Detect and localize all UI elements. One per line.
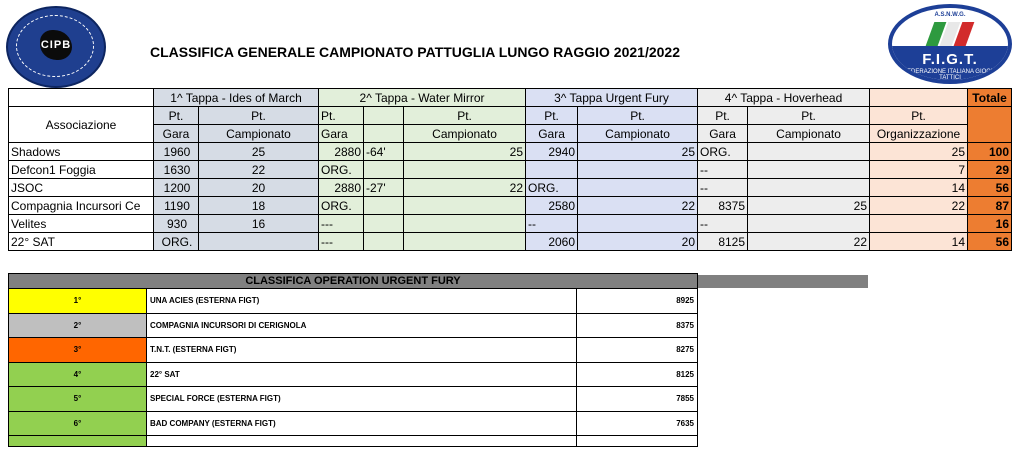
stage1-gara: 1190	[154, 197, 199, 215]
stage2-gara: ---	[319, 233, 364, 251]
stage2-time: -27'	[364, 179, 404, 197]
stage3-gara: ORG.	[526, 179, 578, 197]
campionato-label: Campionato	[578, 125, 698, 143]
stage3-campionato	[578, 161, 698, 179]
stage2-campionato	[404, 161, 526, 179]
stage1-gara: 1630	[154, 161, 199, 179]
association-name: JSOC	[9, 179, 154, 197]
stage4-campionato	[748, 179, 870, 197]
stage4-campionato	[748, 215, 870, 233]
stage1-campionato: 18	[199, 197, 319, 215]
stage-header-4: 4^ Tappa - Hoverhead	[698, 89, 870, 107]
ranking-row	[9, 362, 698, 387]
stage2-campionato	[404, 197, 526, 215]
stage4-campionato: 22	[748, 233, 870, 251]
stage2-campionato: 25	[404, 143, 526, 161]
operation-ranking-table	[8, 273, 698, 447]
ranking-row	[9, 338, 698, 363]
figt-logo	[888, 4, 1012, 84]
page-title: CLASSIFICA GENERALE CAMPIONATO PATTUGLIA LUNGO RAGGIO 2021/2022	[150, 44, 680, 60]
campionato-label: Campionato	[748, 125, 870, 143]
corner-cell	[9, 89, 154, 107]
stage4-gara: --	[698, 215, 748, 233]
stage1-gara: 930	[154, 215, 199, 233]
time-header-blank	[364, 107, 404, 125]
pt-label: Pt.	[154, 107, 199, 125]
stage3-campionato: 25	[578, 143, 698, 161]
stage3-campionato: 22	[578, 197, 698, 215]
ranking-score: 8925	[577, 289, 698, 314]
stage2-time	[364, 233, 404, 251]
stage2-campionato: 22	[404, 179, 526, 197]
standings-row	[9, 197, 1012, 215]
stage2-gara: ORG.	[319, 161, 364, 179]
stage2-gara: ORG.	[319, 197, 364, 215]
ranking-score: 8275	[577, 338, 698, 363]
standings-row	[9, 143, 1012, 161]
ranking-row	[9, 411, 698, 436]
sub-header-row-2	[9, 125, 1012, 143]
pt-label: Pt.	[199, 107, 319, 125]
stage4-gara: ORG.	[698, 143, 748, 161]
pt-label: Pt.	[870, 107, 968, 125]
organizzazione-points: 14	[870, 233, 968, 251]
ranking-score: 8375	[577, 313, 698, 338]
stage3-campionato	[578, 215, 698, 233]
association-name: Velites	[9, 215, 154, 233]
ranking-empty-cell	[9, 436, 147, 447]
figt-logo-sub: FEDERAZIONE ITALIANA GIOCHI TATTICI	[903, 69, 997, 81]
standings-row	[9, 215, 1012, 233]
standings-row	[9, 233, 1012, 251]
stage2-campionato	[404, 233, 526, 251]
standings-row	[9, 179, 1012, 197]
standings-row	[9, 161, 1012, 179]
ranking-empty-row	[9, 436, 698, 447]
stage1-campionato: 22	[199, 161, 319, 179]
stage-header-row	[9, 89, 1012, 107]
ranking-empty-cell	[147, 436, 577, 447]
pt-label: Pt.	[698, 107, 748, 125]
stage4-gara: --	[698, 161, 748, 179]
figt-logo-top: A.S.N.W.G.	[934, 12, 966, 18]
stage3-gara	[526, 161, 578, 179]
ranking-team: T.N.T. (ESTERNA FIGT)	[147, 338, 577, 363]
ranking-team: SPECIAL FORCE (ESTERNA FIGT)	[147, 387, 577, 412]
stage-header-1: 1^ Tappa - Ides of March	[154, 89, 319, 107]
stage1-gara: ORG.	[154, 233, 199, 251]
header-extension-bar	[696, 275, 868, 288]
ranking-place: 3°	[9, 338, 147, 363]
stage2-gara: ---	[319, 215, 364, 233]
stage2-time	[364, 215, 404, 233]
ranking-place: 2°	[9, 313, 147, 338]
ranking-score: 7855	[577, 387, 698, 412]
stage3-gara: 2940	[526, 143, 578, 161]
ranking-team: UNA ACIES (ESTERNA FIGT)	[147, 289, 577, 314]
organizzazione-points: 22	[870, 197, 968, 215]
ranking-row	[9, 313, 698, 338]
campionato-label: Campionato	[199, 125, 319, 143]
ranking-team: BAD COMPANY (ESTERNA FIGT)	[147, 411, 577, 436]
organizzazione-points: 14	[870, 179, 968, 197]
ranking-empty-cell	[577, 436, 698, 447]
total-points: 56	[968, 233, 1012, 251]
pt-label: Pt.	[578, 107, 698, 125]
stage4-gara: --	[698, 179, 748, 197]
ranking-score: 8125	[577, 362, 698, 387]
total-subheader	[968, 107, 1012, 143]
stage3-gara: --	[526, 215, 578, 233]
stage2-gara: 2880	[319, 143, 364, 161]
campionato-label: Campionato	[404, 125, 526, 143]
operation-ranking-body	[9, 289, 698, 447]
standings-body	[9, 143, 1012, 251]
ranking-place: 6°	[9, 411, 147, 436]
ranking-team: 22° SAT	[147, 362, 577, 387]
stage2-campionato	[404, 215, 526, 233]
stage1-gara: 1200	[154, 179, 199, 197]
association-name: 22° SAT	[9, 233, 154, 251]
cipb-logo-text: CIPB	[40, 39, 72, 51]
stage4-campionato	[748, 143, 870, 161]
ranking-row	[9, 387, 698, 412]
ranking-place: 1°	[9, 289, 147, 314]
pt-label: Pt.	[319, 107, 364, 125]
organizzazione-points: 7	[870, 161, 968, 179]
stage4-campionato	[748, 161, 870, 179]
association-name: Compagnia Incursori Ce	[9, 197, 154, 215]
association-name: Shadows	[9, 143, 154, 161]
ranking-row	[9, 289, 698, 314]
stage1-gara: 1960	[154, 143, 199, 161]
total-points: 16	[968, 215, 1012, 233]
cipb-logo	[6, 6, 106, 88]
operation-title: CLASSIFICA OPERATION URGENT FURY	[9, 274, 698, 289]
stage3-campionato: 20	[578, 233, 698, 251]
stage2-time	[364, 161, 404, 179]
stage1-campionato: 25	[199, 143, 319, 161]
ranking-score: 7635	[577, 411, 698, 436]
ranking-place: 5°	[9, 387, 147, 412]
stage1-campionato: 16	[199, 215, 319, 233]
stage1-campionato: 20	[199, 179, 319, 197]
organizzazione-label: Organizzazione	[870, 125, 968, 143]
stage-header-2: 2^ Tappa - Water Mirror	[319, 89, 526, 107]
standings-table	[8, 88, 1012, 251]
ranking-team: COMPAGNIA INCURSORI DI CERIGNOLA	[147, 313, 577, 338]
organizzazione-points	[870, 215, 968, 233]
gara-label: Gara	[526, 125, 578, 143]
stage3-gara: 2580	[526, 197, 578, 215]
pt-label: Pt.	[526, 107, 578, 125]
ranking-place: 4°	[9, 362, 147, 387]
stage2-gara: 2880	[319, 179, 364, 197]
total-points: 29	[968, 161, 1012, 179]
stage-header-3: 3^ Tappa Urgent Fury	[526, 89, 698, 107]
stage1-campionato	[199, 233, 319, 251]
gara-label: Gara	[319, 125, 364, 143]
stage4-gara: 8125	[698, 233, 748, 251]
stage3-gara: 2060	[526, 233, 578, 251]
total-header: Totale	[968, 89, 1012, 107]
association-name: Defcon1 Foggia	[9, 161, 154, 179]
pt-label: Pt.	[404, 107, 526, 125]
total-points: 100	[968, 143, 1012, 161]
gara-label: Gara	[154, 125, 199, 143]
association-header: Associazione	[9, 107, 154, 143]
stage3-campionato	[578, 179, 698, 197]
time-subheader-blank	[364, 125, 404, 143]
operation-title-row	[9, 274, 698, 289]
pt-label: Pt.	[748, 107, 870, 125]
gara-label: Gara	[698, 125, 748, 143]
stage4-gara: 8375	[698, 197, 748, 215]
org-header-blank	[870, 89, 968, 107]
stage2-time	[364, 197, 404, 215]
stage4-campionato: 25	[748, 197, 870, 215]
stage2-time: -64'	[364, 143, 404, 161]
organizzazione-points: 25	[870, 143, 968, 161]
figt-logo-main: F.I.G.T.	[922, 51, 978, 68]
sub-header-row-1	[9, 107, 1012, 125]
total-points: 56	[968, 179, 1012, 197]
total-points: 87	[968, 197, 1012, 215]
